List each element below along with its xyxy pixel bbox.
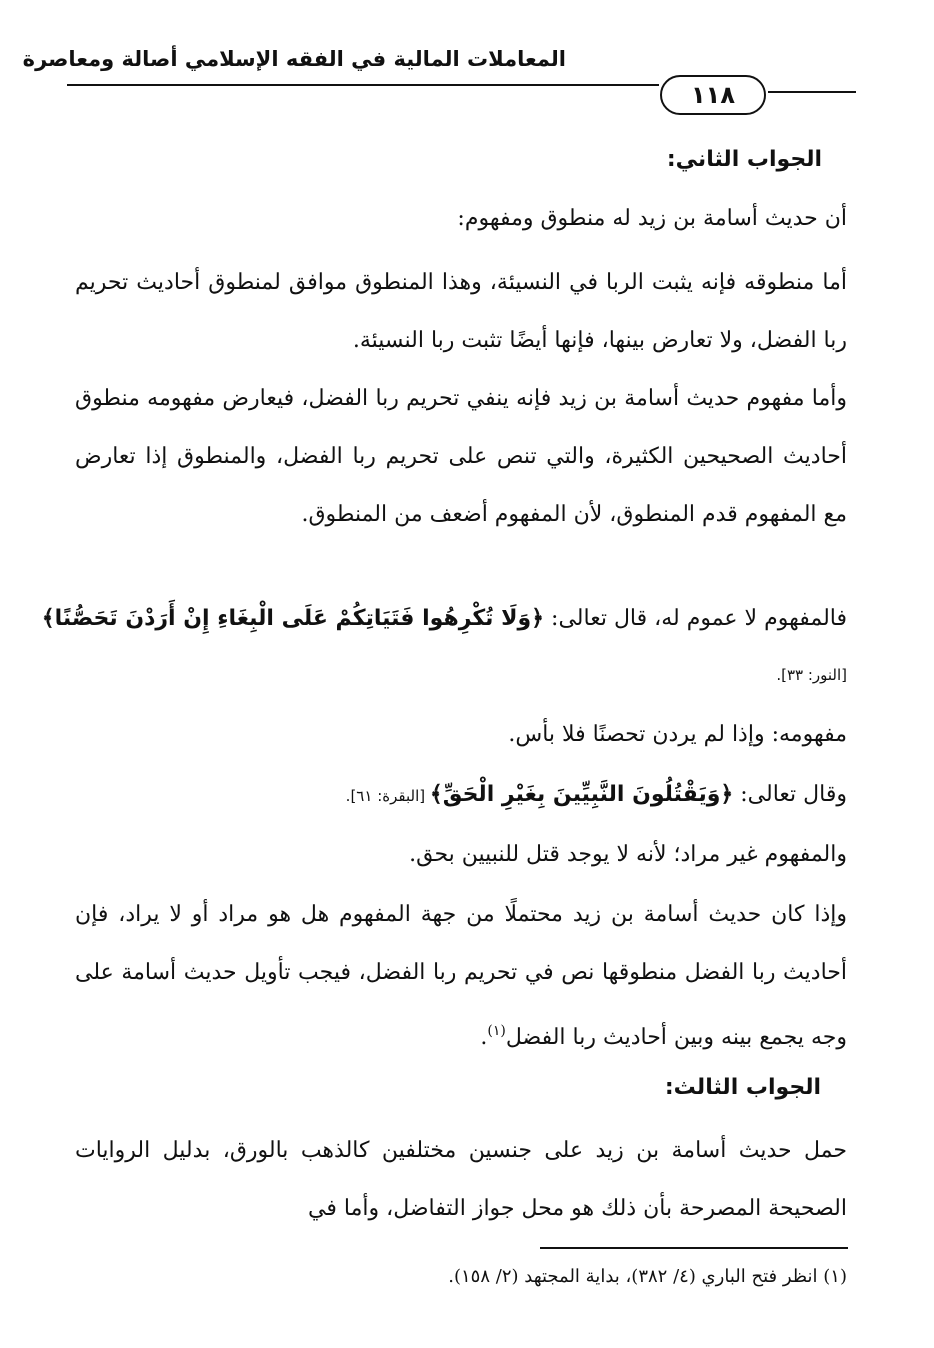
quran-verse-baqara: ﴿وَيَقْتُلُونَ النَّبِيِّينَ بِغَيْرِ الْحَقِّ﴾ [429, 782, 734, 807]
heading-second-answer: الجواب الثاني: [666, 147, 822, 172]
paragraph-ghayr-murad: والمفهوم غير مراد؛ لأنه لا يوجد قتل للنبيين بحق. [409, 842, 847, 867]
footnote-separator [540, 1247, 848, 1249]
paragraph-mantuq: أما منطوقه فإنه يثبت الربا في النسيئة، وهذا المنطوق موافق لمنطوق أحاديث تحريم ربا الفضل، ولا تعارض بينها، فإنها أيضًا تثبت ربا النسيئة. [75, 270, 847, 353]
header-rule-left [67, 84, 659, 86]
running-header-title: المعاملات المالية في الفقه الإسلامي أصالة ومعاصرة [22, 47, 566, 71]
paragraph-verse-nur [42, 604, 847, 634]
page-number: ١١٨ [660, 75, 766, 115]
paragraph-mafhum: وأما مفهوم حديث أسامة بن زيد فإنه ينفي تحريم ربا الفضل، فيعارض مفهومه منطوق أحاديث الصحيحين الكثيرة، والتي تنص على تحريم ربا الفضل، والمنطوق إذا تعارض مع المفهوم قدم المنطوق، لأن المفهوم أضعف من المنطوق. [75, 386, 847, 527]
paragraph-intro: أن حديث أسامة بن زيد له منطوق ومفهوم: [457, 206, 847, 231]
paragraph-conclusion [75, 886, 847, 1067]
conclusion-period: . [480, 1025, 488, 1050]
footnote-marker: (١) [487, 1023, 506, 1039]
header-rule-right [768, 91, 856, 93]
paragraph-third-answer: حمل حديث أسامة بن زيد على جنسين مختلفين كالذهب بالورق، بدليل الروايات الصحيحة المصرحة بأن ذلك هو محل جواز التفاضل، وأما في [75, 1138, 847, 1221]
verse-reference-nur: [النور: ٣٣]. [776, 666, 847, 684]
conclusion-text: وإذا كان حديث أسامة بن زيد محتملًا من جهة المفهوم هل هو مراد أو لا يراد، فإن أحاديث ربا الفضل منطوقها نص في تحريم ربا الفضل، فيجب تأويل حديث أسامة على وجه يجمع بينه وبين أحاديث ربا الفضل [75, 902, 847, 1050]
heading-third-answer: الجواب الثالث: [664, 1075, 821, 1100]
quran-verse-nur: ﴿وَلَا تُكْرِهُوا فَتَيَاتِكُمْ عَلَى الْبِغَاءِ إِنْ أَرَدْنَ تَحَصُّنًا﴾ [41, 606, 545, 631]
verse-intro-2: وقال تعالى: [733, 782, 847, 807]
verse-intro: فالمفهوم لا عموم له، قال تعالى: [544, 606, 847, 631]
paragraph-mafhumuhu: مفهومه: وإذا لم يردن تحصنًا فلا بأس. [508, 722, 847, 747]
footnote: (١) انظر فتح الباري (٤/ ٣٨٢)، بداية المجتهد (٢/ ١٥٨). [448, 1266, 847, 1287]
verse-reference-baqara: [البقرة: ٦١]. [345, 787, 430, 805]
paragraph-verse-baqara [346, 780, 847, 811]
